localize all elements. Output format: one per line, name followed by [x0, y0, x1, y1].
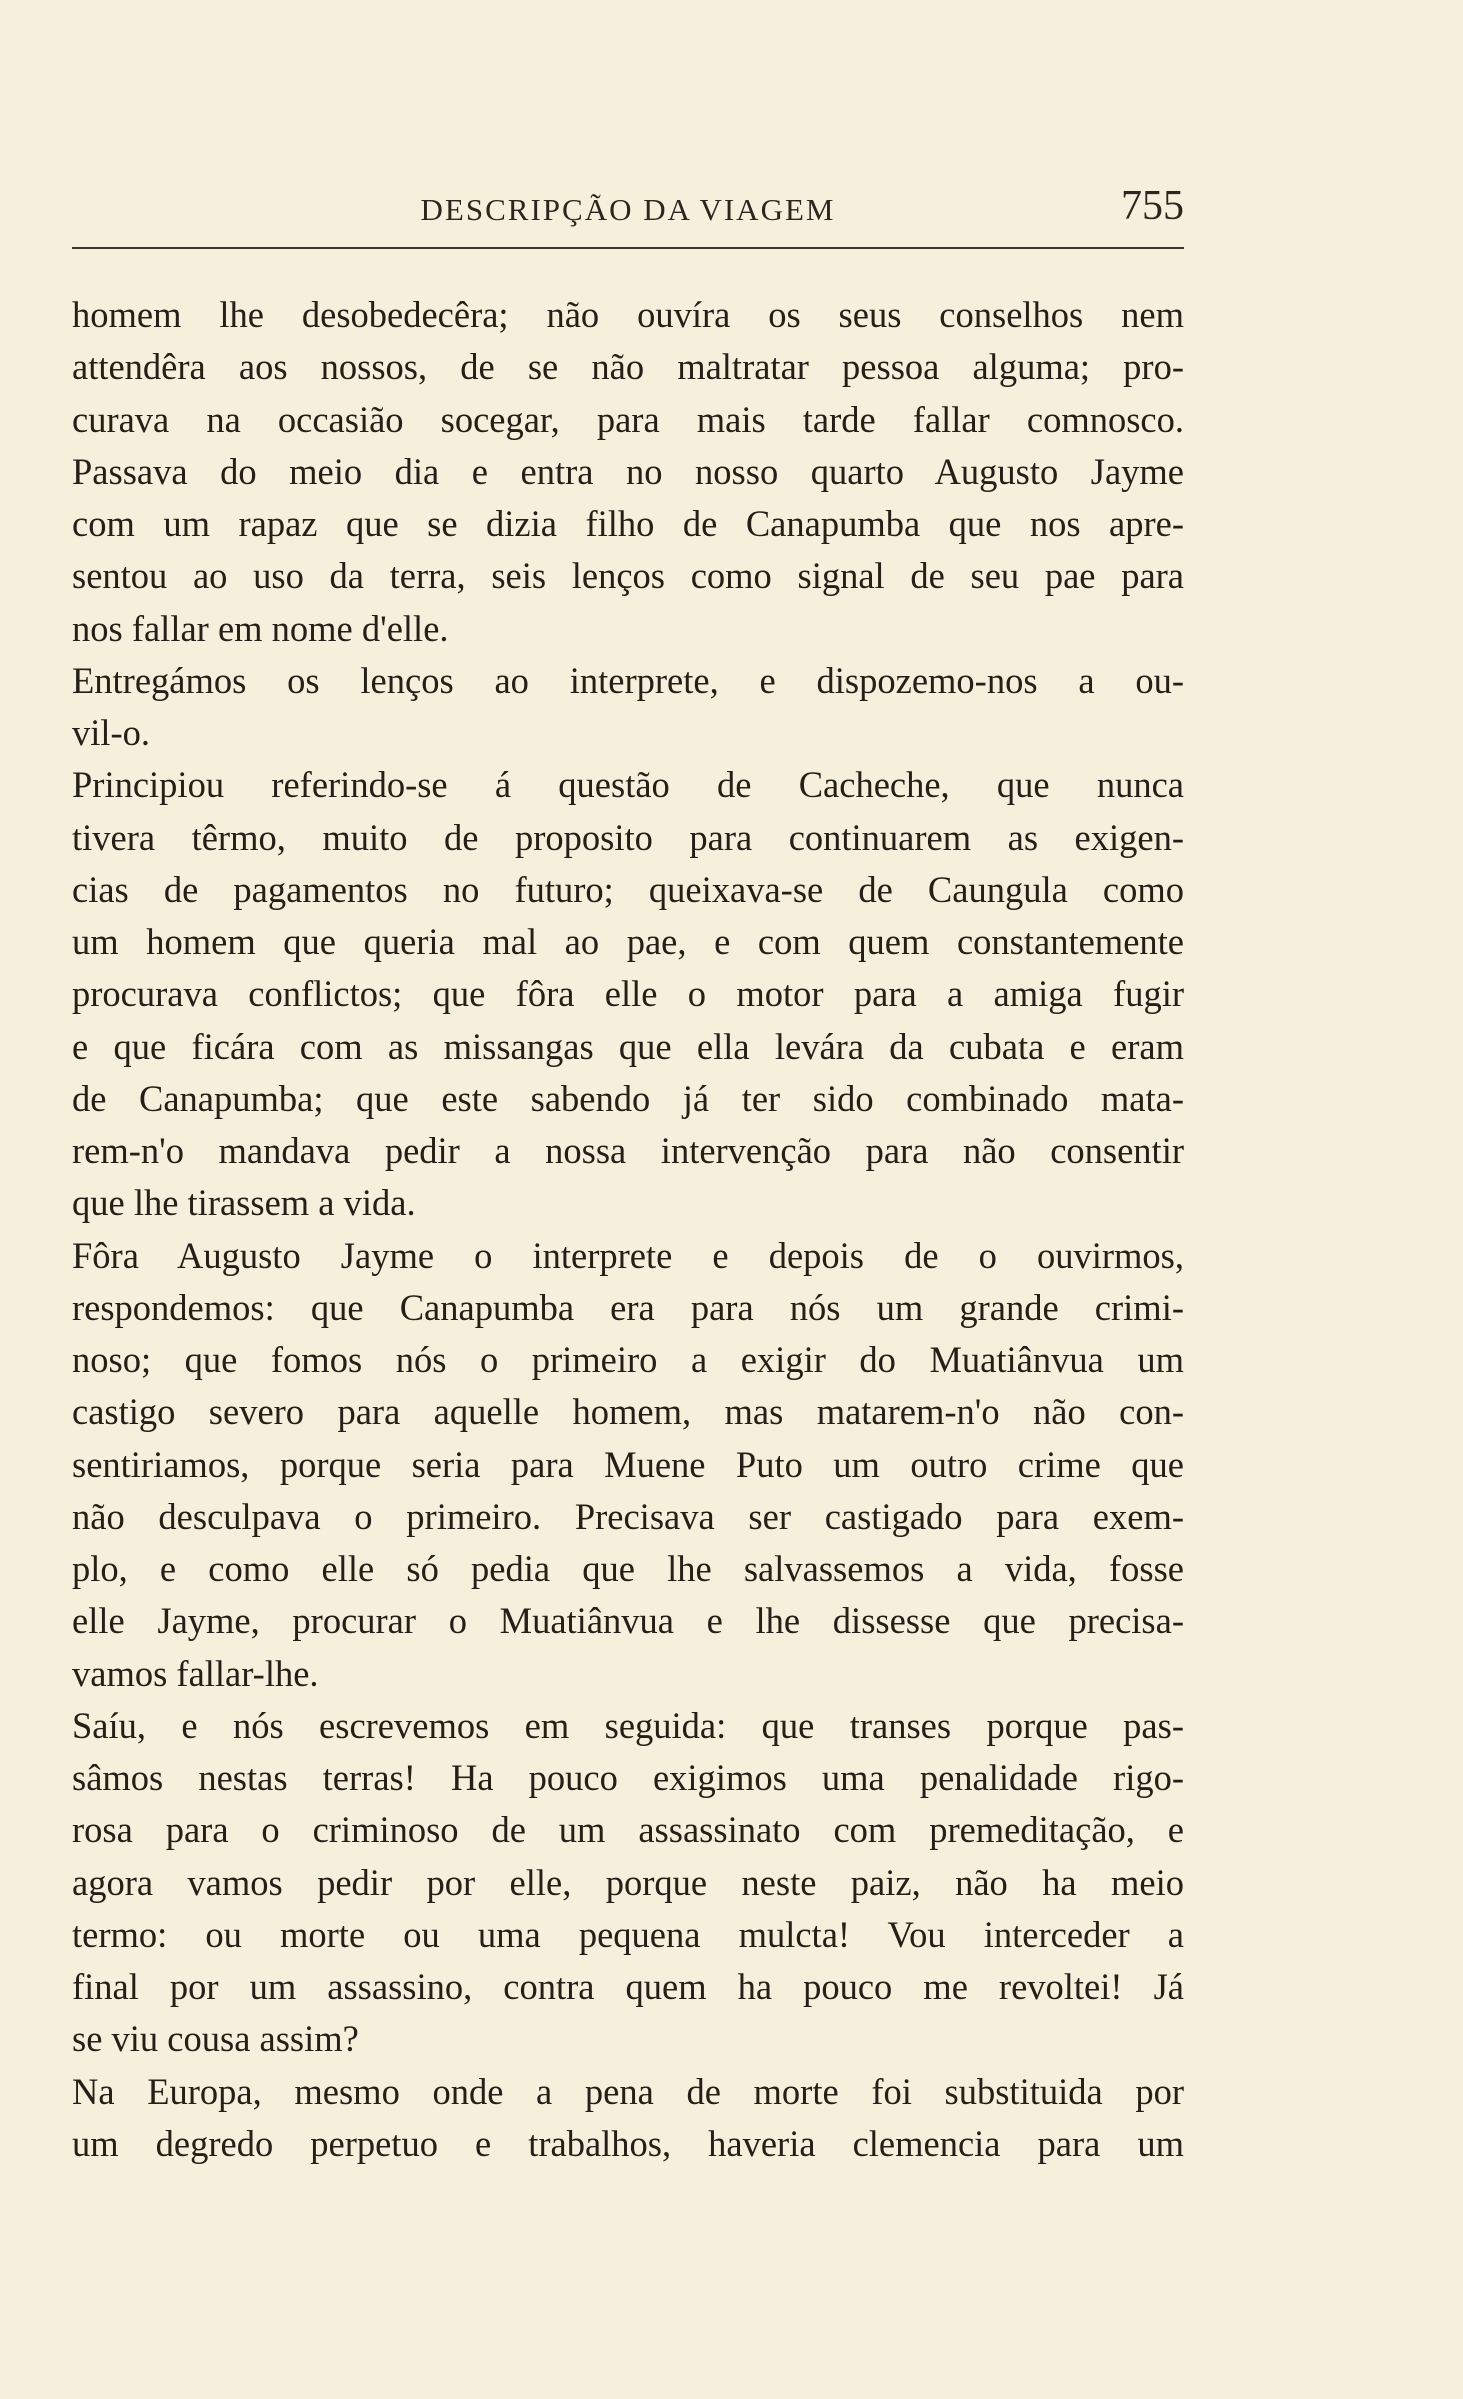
- text-line: sentiriamos, porque seria para Muene Puto um outro crime que: [72, 1443, 1184, 1485]
- text-line: homem lhe desobedecêra; não ouvíra os seus conselhos nem: [72, 294, 1184, 335]
- header-rule: [72, 247, 1184, 249]
- text-line: Na Europa, mesmo onde a pena de morte foi substituida por: [72, 2070, 1184, 2112]
- text-line: vil-o.: [72, 712, 151, 753]
- text-line: attendêra aos nossos, de se não maltratar pessoa alguma; pro-: [72, 346, 1184, 388]
- text-line: não desculpava o primeiro. Precisava ser castigado para exem-: [72, 1495, 1184, 1537]
- text-line: rem-n'o mandava pedir a nossa intervenção para não consentir: [72, 1130, 1184, 1171]
- page-number: 755: [1121, 183, 1184, 229]
- text-line: que lhe tirassem a vida.: [72, 1182, 416, 1224]
- text-line: noso; que fomos nós o primeiro a exigir do Muatiânvua um: [72, 1339, 1184, 1380]
- text-line: um homem que queria mal ao pae, e com quem constantemente: [72, 921, 1184, 962]
- text-line: Fôra Augusto Jayme o interprete e depois de o ouvirmos,: [72, 1234, 1184, 1276]
- text-line: nos fallar em nome d'elle.: [72, 607, 449, 649]
- text-line: de Canapumba; que este sabendo já ter sido combinado mata-: [72, 1077, 1184, 1119]
- text-line: sâmos nestas terras! Ha pouco exigimos uma penalidade rigo-: [72, 1757, 1184, 1798]
- text-line: procurava conflictos; que fôra elle o motor para a amiga fugir: [72, 973, 1184, 1015]
- text-line: um degredo perpetuo e trabalhos, haveria clemencia para um: [72, 2122, 1184, 2164]
- text-line: termo: ou morte ou uma pequena mulcta! Vou interceder a: [72, 1913, 1184, 1955]
- body-text: [72, 289, 1184, 2170]
- text-line: cias de pagamentos no futuro; queixava-se de Caungula como: [72, 868, 1184, 910]
- text-line: tivera têrmo, muito de proposito para continuarem as exigen-: [72, 816, 1184, 858]
- text-line: respondemos: que Canapumba era para nós um grande crimi-: [72, 1286, 1184, 1328]
- text-line: Entregámos os lenços ao interprete, e dispozemo-nos a ou-: [72, 659, 1184, 701]
- text-line: se viu cousa assim?: [72, 2018, 359, 2060]
- text-line: Saíu, e nós escrevemos em seguida: que transes porque pas-: [72, 1704, 1184, 1746]
- running-title: DESCRIPÇÃO DA VIAGEM: [420, 192, 836, 227]
- text-line: curava na occasião socegar, para mais tarde fallar comnosco.: [72, 398, 1184, 440]
- text-line: Passava do meio dia e entra no nosso quarto Augusto Jayme: [72, 450, 1184, 492]
- text-line: vamos fallar-lhe.: [72, 1652, 319, 1694]
- text-line: elle Jayme, procurar o Muatiânvua e lhe dissesse que precisa-: [72, 1600, 1184, 1642]
- text-line: rosa para o criminoso de um assassinato com premeditação, e: [72, 1809, 1184, 1851]
- text-line: castigo severo para aquelle homem, mas matarem-n'o não con-: [72, 1391, 1184, 1433]
- text-line: com um rapaz que se dizia filho de Canapumba que nos apre-: [72, 503, 1184, 544]
- text-line: agora vamos pedir por elle, porque neste paiz, não ha meio: [72, 1861, 1184, 1903]
- running-head: [72, 180, 1184, 240]
- text-line: plo, e como elle só pedia que lhe salvassemos a vida, fosse: [72, 1548, 1184, 1589]
- text-line: Principiou referindo-se á questão de Cacheche, que nunca: [72, 764, 1184, 806]
- text-line: sentou ao uso da terra, seis lenços como signal de seu pae para: [72, 555, 1184, 597]
- text-line: e que ficára com as missangas que ella levára da cubata e eram: [72, 1025, 1184, 1067]
- text-line: final por um assassino, contra quem ha pouco me revoltei! Já: [72, 1966, 1184, 2007]
